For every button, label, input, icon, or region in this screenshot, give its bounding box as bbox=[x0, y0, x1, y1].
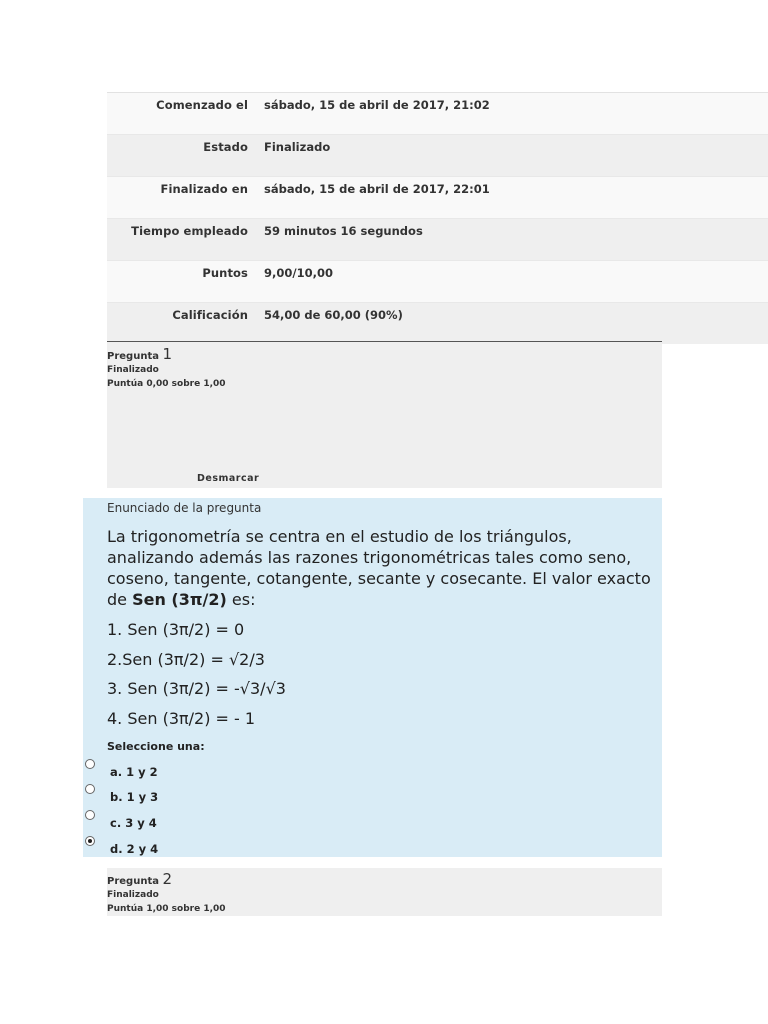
summary-label: Comenzado el bbox=[156, 98, 248, 112]
question-number: 2 bbox=[162, 870, 172, 888]
question-1-info bbox=[107, 341, 662, 488]
question-score: Puntúa 1,00 sobre 1,00 bbox=[107, 904, 226, 914]
radio-button[interactable] bbox=[85, 784, 95, 794]
question-number: 1 bbox=[162, 345, 172, 363]
answer-option-b[interactable] bbox=[83, 784, 383, 808]
summary-label: Tiempo empleado bbox=[131, 224, 248, 238]
question-2-info bbox=[107, 868, 662, 916]
summary-label: Puntos bbox=[202, 266, 248, 280]
answer-option-label: d. 2 y 4 bbox=[110, 842, 159, 856]
summary-row-state bbox=[107, 134, 768, 176]
question-score: Puntúa 0,00 sobre 1,00 bbox=[107, 379, 226, 389]
summary-row-points bbox=[107, 260, 768, 302]
question-title-prefix: Pregunta bbox=[107, 876, 159, 887]
question-title bbox=[107, 345, 662, 363]
question-title-prefix: Pregunta bbox=[107, 351, 159, 362]
summary-row-time-taken bbox=[107, 218, 768, 260]
question-state: Finalizado bbox=[107, 890, 159, 900]
statement-item: 1. Sen (3π/2) = 0 bbox=[107, 620, 245, 639]
answer-option-label: a. 1 y 2 bbox=[110, 765, 158, 779]
summary-value: 59 minutos 16 segundos bbox=[264, 224, 423, 238]
answer-option-a[interactable] bbox=[83, 759, 383, 783]
summary-label: Estado bbox=[203, 140, 248, 154]
question-text-intro: La trigonometría se centra en el estudio de los triángulos, analizando además las razones trigonométricas tales como seno, coseno, tangente, cotangente, secante y cosecante. El valor exacto de bbox=[107, 527, 651, 609]
statement-item: 3. Sen (3π/2) = -√3/√3 bbox=[107, 679, 286, 698]
question-text bbox=[107, 526, 657, 610]
question-1-content bbox=[83, 498, 662, 857]
select-one-label: Seleccione una: bbox=[107, 740, 205, 753]
radio-button[interactable] bbox=[85, 759, 95, 769]
question-state: Finalizado bbox=[107, 365, 159, 375]
summary-value: Finalizado bbox=[264, 140, 331, 154]
summary-row-finished bbox=[107, 176, 768, 218]
question-text-bold: Sen (3π/2) bbox=[132, 590, 227, 609]
summary-row-grade bbox=[107, 302, 768, 344]
summary-value: sábado, 15 de abril de 2017, 22:01 bbox=[264, 182, 490, 196]
statement-item: 4. Sen (3π/2) = - 1 bbox=[107, 708, 256, 728]
attempt-summary-table bbox=[107, 92, 768, 344]
summary-label: Finalizado en bbox=[160, 182, 248, 196]
radio-button-checked[interactable] bbox=[85, 836, 95, 846]
answer-option-label: b. 1 y 3 bbox=[110, 790, 159, 804]
question-statements bbox=[107, 620, 286, 738]
statement-item: 2.Sen (3π/2) = √2/3 bbox=[107, 649, 265, 669]
summary-label: Calificación bbox=[172, 308, 248, 322]
radio-button[interactable] bbox=[85, 810, 95, 820]
answer-option-c[interactable] bbox=[83, 810, 383, 834]
question-heading: Enunciado de la pregunta bbox=[107, 501, 262, 515]
summary-value: sábado, 15 de abril de 2017, 21:02 bbox=[264, 98, 490, 112]
summary-value: 54,00 de 60,00 (90%) bbox=[264, 308, 403, 322]
summary-row-started bbox=[107, 92, 768, 134]
answer-option-label: c. 3 y 4 bbox=[110, 816, 157, 830]
summary-value: 9,00/10,00 bbox=[264, 266, 333, 280]
answer-option-d[interactable] bbox=[83, 836, 383, 860]
unflag-question-link[interactable]: Desmarcar bbox=[197, 473, 260, 484]
question-title bbox=[107, 870, 662, 888]
question-text-end: es: bbox=[226, 590, 256, 609]
